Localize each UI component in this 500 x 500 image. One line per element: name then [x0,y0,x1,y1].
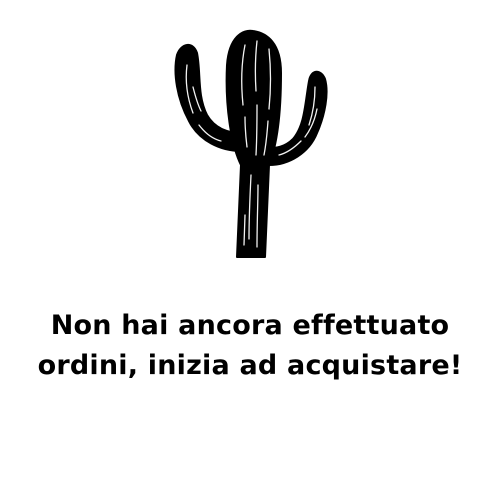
empty-orders-message-line-1: Non hai ancora effettuato [50,310,450,341]
empty-orders-message-line-2: ordini, inizia ad acquistare! [37,350,463,381]
empty-orders-message [0,306,500,386]
cactus-icon [165,25,335,260]
